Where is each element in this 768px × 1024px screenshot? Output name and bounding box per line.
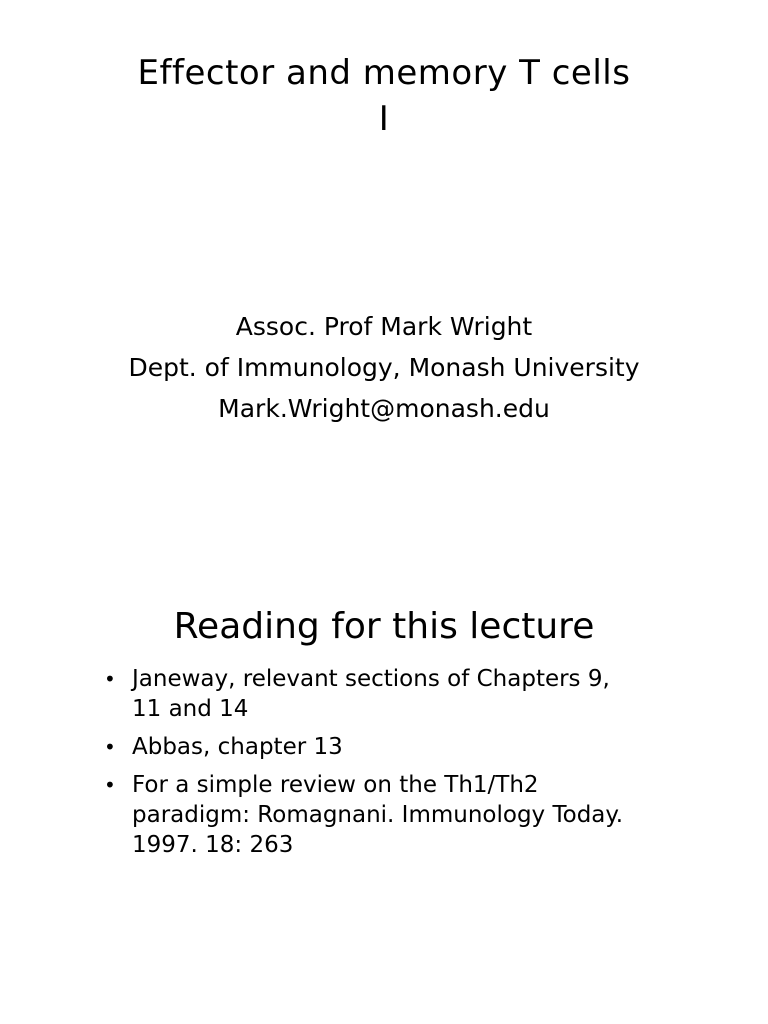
slide-title-line-1: Effector and memory T cells (137, 53, 631, 93)
author-department: Dept. of Immunology, Monash University (128, 353, 640, 382)
reading-slide (0, 512, 768, 1024)
list-item-line: For a simple review on the Th1/Th2 (132, 772, 539, 798)
bullet-icon: • (104, 735, 116, 759)
list-item-text (132, 770, 664, 860)
slide-title (60, 50, 708, 142)
list-item-line: paradigm: Romagnani. Immunology Today. (132, 802, 624, 828)
author-name: Assoc. Prof Mark Wright (235, 312, 533, 341)
slide-title-line-2: I (378, 99, 390, 139)
reading-list (104, 664, 664, 868)
reading-heading: Reading for this lecture (173, 606, 595, 647)
bullet-icon: • (104, 667, 116, 691)
author-block (30, 306, 738, 429)
list-item (104, 732, 664, 762)
list-item-text (132, 732, 664, 762)
list-item-line: Janeway, relevant sections of Chapters 9, (132, 666, 610, 692)
list-item-line: 11 and 14 (132, 696, 249, 722)
bullet-icon: • (104, 773, 116, 797)
list-item (104, 664, 664, 724)
list-item (104, 770, 664, 860)
author-email: Mark.Wright@monash.edu (218, 394, 550, 423)
list-item-line: Abbas, chapter 13 (132, 734, 343, 760)
list-item-text (132, 664, 664, 724)
list-item-line: 1997. 18: 263 (132, 832, 294, 858)
